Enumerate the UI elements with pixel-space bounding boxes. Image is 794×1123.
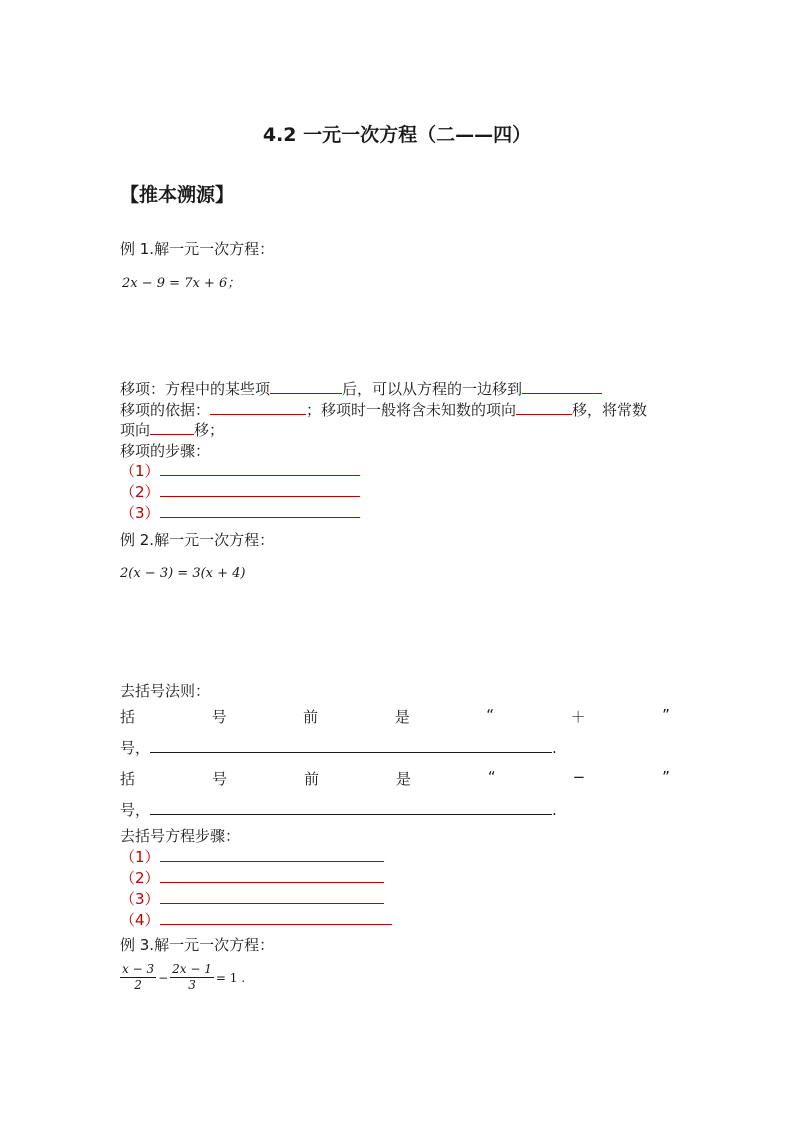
rule-char: 括 bbox=[120, 708, 136, 726]
example3-equation bbox=[120, 962, 247, 993]
move-step-item bbox=[120, 481, 360, 502]
move-step-item bbox=[120, 460, 360, 481]
step-number: （1） bbox=[120, 848, 160, 866]
blank-input[interactable] bbox=[150, 420, 194, 435]
fraction-numerator: 2x − 1 bbox=[172, 962, 212, 976]
step-blank[interactable] bbox=[160, 868, 384, 883]
rule-char: 前 bbox=[303, 770, 319, 788]
fraction-denominator: 2 bbox=[134, 978, 142, 992]
step-number: （3） bbox=[120, 504, 160, 522]
step-blank[interactable] bbox=[160, 482, 360, 497]
minus-rule-answer bbox=[120, 799, 557, 820]
rule-char: “ bbox=[486, 706, 495, 724]
plus-rule-answer bbox=[120, 737, 557, 758]
move-term-def-text: 移项：方程中的某些项 bbox=[120, 380, 271, 398]
move-term-rule-text2: 移，将常数 bbox=[572, 401, 648, 419]
step-blank[interactable] bbox=[160, 461, 360, 476]
equation-rhs: = 1 bbox=[215, 970, 238, 985]
step-blank[interactable] bbox=[160, 847, 384, 862]
rule-char: 括 bbox=[120, 770, 136, 788]
rule-period: . bbox=[552, 801, 557, 819]
rule-hao: 号， bbox=[120, 801, 151, 819]
bracket-step-item bbox=[120, 888, 384, 909]
example1-label: 例 1.解一元一次方程： bbox=[120, 240, 275, 258]
step-number: （4） bbox=[120, 911, 160, 929]
move-term-line3 bbox=[120, 419, 224, 440]
answer-blank[interactable] bbox=[150, 738, 552, 753]
step-number: （1） bbox=[120, 462, 160, 480]
step-blank[interactable] bbox=[160, 503, 360, 518]
rule-char: ＋ bbox=[570, 708, 586, 726]
rule-char: 号 bbox=[211, 770, 227, 788]
bracket-step-item bbox=[120, 867, 384, 888]
equation-end: . bbox=[241, 970, 246, 985]
bracket-step-item bbox=[120, 846, 384, 867]
move-term-line2 bbox=[120, 399, 647, 420]
fraction-numerator: x − 3 bbox=[122, 962, 155, 976]
rule-hao: 号， bbox=[120, 739, 151, 757]
move-term-const-text2: 移； bbox=[194, 421, 225, 439]
step-blank[interactable] bbox=[160, 889, 384, 904]
move-term-rule-text: ；移项时一般将含未知数的项向 bbox=[306, 401, 517, 419]
example1-equation: 2x − 9 = 7x + 6； bbox=[122, 276, 241, 291]
minus-sign: − bbox=[158, 970, 169, 985]
step-blank[interactable] bbox=[160, 910, 392, 925]
rule-char: − bbox=[572, 768, 586, 786]
bracket-step-item bbox=[120, 909, 392, 930]
bracket-rule-label: 去括号法则： bbox=[120, 682, 211, 700]
move-steps-label: 移项的步骤： bbox=[120, 442, 211, 460]
minus-rule-line bbox=[120, 768, 670, 789]
plus-rule-line bbox=[120, 706, 670, 727]
blank-input[interactable] bbox=[516, 400, 572, 415]
move-term-line1 bbox=[120, 378, 602, 399]
rule-char: 前 bbox=[303, 708, 319, 726]
rule-char: ” bbox=[662, 706, 670, 724]
fraction bbox=[170, 962, 214, 993]
step-number: （2） bbox=[120, 483, 160, 501]
fraction bbox=[120, 962, 156, 993]
rule-period: . bbox=[552, 739, 557, 757]
move-step-item bbox=[120, 502, 360, 523]
step-number: （2） bbox=[120, 869, 160, 887]
move-term-basis-text: 移项的依据： bbox=[120, 401, 211, 419]
page-title: 4.2 一元一次方程（二——四） bbox=[262, 124, 532, 146]
blank-input[interactable] bbox=[522, 379, 602, 394]
example2-label: 例 2.解一元一次方程： bbox=[120, 531, 275, 549]
move-term-const-text: 项向 bbox=[120, 421, 151, 439]
blank-input[interactable] bbox=[210, 400, 306, 415]
fraction-denominator: 3 bbox=[188, 978, 196, 992]
move-term-def-text2: 后，可以从方程的一边移到 bbox=[342, 380, 523, 398]
answer-blank[interactable] bbox=[150, 800, 552, 815]
rule-char: 是 bbox=[395, 770, 411, 788]
blank-input[interactable] bbox=[270, 379, 342, 394]
rule-char: “ bbox=[487, 768, 496, 786]
bracket-steps-label: 去括号方程步骤： bbox=[120, 827, 241, 845]
step-number: （3） bbox=[120, 890, 160, 908]
section-heading: 【推本溯源】 bbox=[120, 184, 235, 206]
example3-label: 例 3.解一元一次方程： bbox=[120, 936, 275, 954]
example2-equation: 2(x − 3) = 3(x + 4) bbox=[120, 566, 246, 581]
rule-char: ” bbox=[662, 768, 670, 786]
rule-char: 是 bbox=[394, 708, 410, 726]
rule-char: 号 bbox=[211, 708, 227, 726]
